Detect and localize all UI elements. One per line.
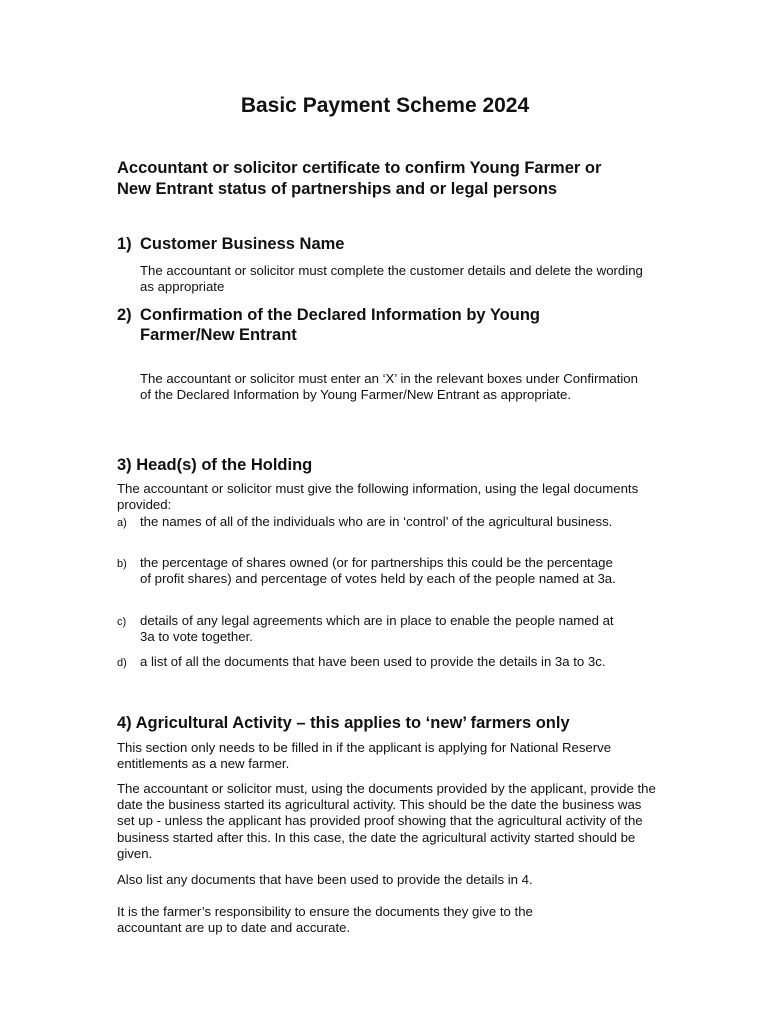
section-3-item-a	[117, 514, 657, 530]
section-3-heading: 3) Head(s) of the Holding	[117, 456, 313, 474]
section-4-para-1: This section only needs to be filled in if the applicant is applying for National Reserve entitlements as a new farmer.	[117, 740, 612, 772]
document-subtitle	[117, 158, 677, 200]
section-1-text: The accountant or solicitor must complete the customer details and delete the wording as appropriate	[140, 263, 643, 295]
section-1-title: Customer Business Name	[140, 235, 345, 253]
section-3-item-d	[117, 654, 657, 670]
item-b-text: the percentage of shares owned (or for partnerships this could be the percentage of profit shares) and percentage of votes held by each of the people named at 3a.	[140, 555, 616, 587]
item-d-marker: d)	[117, 657, 127, 669]
section-1-heading	[117, 234, 657, 254]
section-2-number: 2)	[117, 306, 132, 324]
section-3-intro: The accountant or solicitor must give the following information, using the legal documents provided:	[117, 481, 639, 513]
section-4-heading: 4) Agricultural Activity – this applies to ‘new’ farmers only	[117, 714, 570, 732]
section-2-title: Confirmation of the Declared Information by Young Farmer/New Entrant	[140, 306, 540, 344]
subtitle-line-1: Accountant or solicitor certificate to confirm Young Farmer or	[117, 159, 602, 177]
section-4-para-2: The accountant or solicitor must, using the documents provided by the applicant, provide the date the business started its agricultural activity. This should be the date the business was set up - unless the applicant has provided proof showing that the agricultural activity of the business started after this. In this case, the date the agricultural activity started should be given.	[117, 781, 656, 861]
section-2-heading	[117, 305, 657, 345]
item-a-marker: a)	[117, 517, 127, 529]
item-a-text: the names of all of the individuals who are in ‘control’ of the agricultural business.	[140, 514, 613, 529]
section-2-text: The accountant or solicitor must enter an ‘X’ in the relevant boxes under Confirmation of the Declared Information by Young Farmer/New Entrant as appropriate.	[140, 371, 638, 403]
section-3-item-b	[117, 555, 657, 587]
item-b-marker: b)	[117, 558, 127, 570]
section-4-para-3: Also list any documents that have been used to provide the details in 4.	[117, 872, 533, 887]
item-c-marker: c)	[117, 616, 127, 628]
document-title: Basic Payment Scheme 2024	[240, 94, 530, 117]
section-3-item-c	[117, 613, 657, 645]
item-d-text: a list of all the documents that have been used to provide the details in 3a to 3c.	[140, 654, 606, 669]
section-1-number: 1)	[117, 235, 132, 253]
section-4-para-4: It is the farmer’s responsibility to ensure the documents they give to the accountant are up to date and accurate.	[117, 904, 533, 936]
item-c-text: details of any legal agreements which are in place to enable the people named at 3a to vote together.	[140, 613, 614, 645]
subtitle-line-2: New Entrant status of partnerships and or legal persons	[117, 180, 558, 198]
